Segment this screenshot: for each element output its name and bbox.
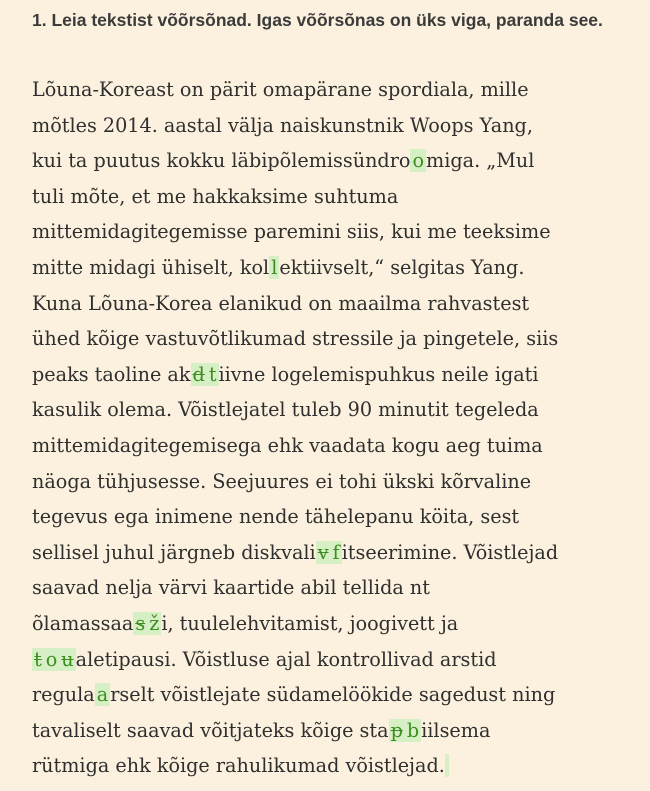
- inserted-correction[interactable]: f: [332, 540, 340, 564]
- deleted-letter[interactable]: t: [34, 647, 42, 671]
- inserted-correction[interactable]: o: [45, 647, 58, 671]
- text-segment: ektiivselt,“ selgitas Yang.: [279, 255, 525, 279]
- text-segment: rselt võistlejate südamelöökide sagedust ning: [110, 683, 556, 707]
- text-segment: tegevus ega inimene nende tähelepanu köita, sest: [32, 505, 520, 529]
- text-line: [32, 428, 640, 464]
- text-segment: tuli mõte, et me hakkaksime suhtuma: [32, 184, 399, 208]
- text-segment: mittemidagitegemisse paremini siis, kui me teeksime: [32, 220, 551, 244]
- text-segment: mittemidagitegemisega ehk vaadata kogu aeg tuima: [32, 433, 543, 457]
- text-segment: õlamassaa: [32, 611, 134, 635]
- inserted-correction[interactable]: o: [412, 149, 425, 173]
- text-line: [32, 321, 640, 357]
- text-line: [32, 535, 640, 571]
- text-line: [32, 642, 640, 678]
- inserted-correction[interactable]: a: [96, 683, 109, 707]
- text-line: [32, 108, 640, 144]
- text-line: [32, 179, 640, 215]
- exercise-text: [32, 72, 640, 784]
- text-segment: itseerimine. Võistlejad: [341, 540, 559, 564]
- text-line: [32, 286, 640, 322]
- text-line: [32, 606, 640, 642]
- deleted-letter[interactable]: s: [135, 611, 146, 635]
- text-segment: iivne logelemispuhkus neile igati: [218, 362, 539, 386]
- text-segment: i, tuulelehvitamist, joogivett ja: [161, 611, 459, 635]
- text-line: [32, 570, 640, 606]
- text-line: [32, 250, 640, 286]
- text-line: [32, 748, 640, 784]
- text-line: [32, 392, 640, 428]
- text-segment: regula: [32, 683, 95, 707]
- text-segment: iilsema: [421, 718, 491, 742]
- text-segment: ühed kõige vastuvõtlikumad stressile ja pingetele, siis: [32, 327, 559, 351]
- text-line: [32, 72, 640, 108]
- deleted-letter[interactable]: u: [61, 647, 74, 671]
- text-segment: peaks taoline ak: [32, 362, 191, 386]
- text-line: [32, 713, 640, 749]
- inserted-correction[interactable]: t: [208, 362, 217, 386]
- text-segment: miga. „Mul: [426, 149, 535, 173]
- text-segment: tavaliselt saavad võitjateks kõige sta: [32, 718, 389, 742]
- text-segment: rütmiga ehk kõige rahulikumad võistlejad.: [32, 754, 445, 778]
- inserted-correction[interactable]: b: [406, 718, 420, 742]
- text-segment: mõtles 2014. aastal välja naiskunstnik Woops Yang,: [32, 113, 533, 137]
- deleted-letter[interactable]: [445, 754, 449, 777]
- text-segment: Kuna Lõuna-Korea elanikud on maailma rahvastest: [32, 291, 530, 315]
- text-line: [32, 499, 640, 535]
- text-segment: saavad nelja värvi kaartide abil tellida nt: [32, 576, 430, 600]
- inserted-correction[interactable]: l: [271, 255, 278, 279]
- text-line: [32, 464, 640, 500]
- deleted-letter[interactable]: p: [390, 718, 403, 742]
- task-instruction: 1. Leia tekstist võõrsõnad. Igas võõrsõnas on üks viga, paranda see.: [32, 10, 603, 30]
- text-segment: sellisel juhul järgneb diskvali: [32, 540, 316, 564]
- text-line: [32, 214, 640, 250]
- inserted-correction[interactable]: ž: [149, 611, 160, 635]
- text-line: [32, 143, 640, 179]
- text-line: [32, 357, 640, 393]
- text-segment: mitte midagi ühiselt, kol: [32, 255, 270, 279]
- deleted-letter[interactable]: v: [317, 540, 329, 564]
- text-segment: Lõuna-Koreast on pärit omapärane spordiala, mille: [32, 78, 529, 101]
- text-segment: aletipausi. Võistluse ajal kontrollivad arstid: [75, 647, 497, 671]
- text-segment: kui ta puutus kokku läbipõlemissündro: [32, 149, 411, 173]
- text-segment: näoga tühjusesse. Seejuures ei tohi ükski kõrvaline: [32, 469, 532, 493]
- deleted-letter[interactable]: d: [192, 362, 205, 386]
- text-line: [32, 677, 640, 713]
- text-segment: kasulik olema. Võistlejatel tuleb 90 minutit tegeleda: [32, 398, 539, 422]
